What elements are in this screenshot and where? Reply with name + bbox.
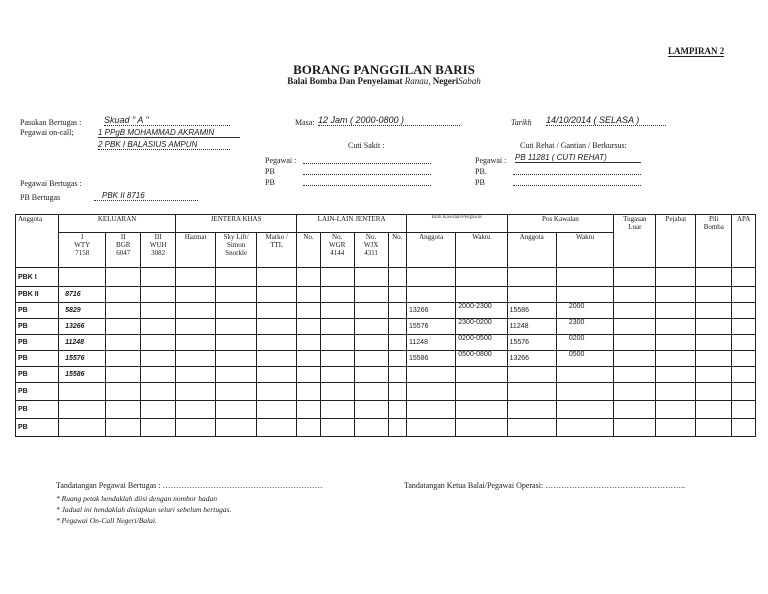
cuti-sakit-label: Cuti Sakit : (348, 141, 385, 150)
row-label: PBK II (16, 287, 59, 303)
header-pos-kawalan: Pos Kawalan (507, 215, 614, 233)
table-row (16, 335, 756, 351)
pb-mid-label-2: PB (265, 178, 275, 187)
cell-empty (320, 383, 354, 401)
cell-empty (257, 401, 297, 419)
cell-empty (297, 351, 321, 367)
cell-empty (297, 319, 321, 335)
pb-right-label-1: PB. (475, 167, 487, 176)
sign-right: Tandatangan Ketua Balai/Pegawai Operasi: …………………………………………….. (404, 481, 686, 490)
table-row (16, 319, 756, 335)
row-label: PB (16, 351, 59, 367)
cell-empty (297, 383, 321, 401)
cell-empty (141, 419, 176, 437)
cell-empty (176, 401, 216, 419)
cell-empty (216, 419, 257, 437)
sub-hazmat: Hazmat (176, 233, 216, 268)
cell-empty (732, 401, 756, 419)
row-label: PB (16, 401, 59, 419)
cell-empty (354, 419, 388, 437)
cell-empty (696, 419, 732, 437)
cell-empty (320, 401, 354, 419)
cell-empty (732, 319, 756, 335)
cell-bilik-waktu (456, 287, 507, 303)
cell-empty (696, 401, 732, 419)
header-pili-bomba: Pili Bomba (696, 215, 732, 268)
header-apa: APA (732, 215, 756, 268)
cell-pos-waktu (556, 367, 613, 383)
cell-empty (320, 335, 354, 351)
cell-pos-anggota: 11248 (507, 319, 556, 335)
form-subtitle (0, 76, 768, 86)
table-row (16, 287, 756, 303)
cell-pos-anggota: 15576 (507, 335, 556, 351)
cell-empty (216, 367, 257, 383)
cell-bilik-waktu (456, 401, 507, 419)
header-pejabat: Pejabat (656, 215, 696, 268)
cell-empty (257, 367, 297, 383)
cell-empty (216, 351, 257, 367)
cell-empty (656, 268, 696, 287)
cell-empty (320, 419, 354, 437)
cell-empty (216, 287, 257, 303)
row-label: PB (16, 303, 59, 319)
cell-empty (656, 287, 696, 303)
cell-empty (354, 287, 388, 303)
cell-bilik-anggota: 13266 (407, 303, 456, 319)
sub-skylift: Sky Lift/ Simon Snorkle (216, 233, 257, 268)
cell-empty (297, 335, 321, 351)
pb-bertugas-value: PBK II 8716 (94, 191, 198, 201)
cell-empty (106, 335, 141, 351)
cell-empty (257, 335, 297, 351)
cell-bilik-waktu (456, 419, 507, 437)
cell-empty (216, 268, 257, 287)
cell-empty (106, 351, 141, 367)
cell-empty (257, 268, 297, 287)
masa-label: Masa: (295, 118, 315, 127)
oncall-label: Pegawai on-call; (20, 128, 74, 137)
pegawai-right-value: PB 11281 ( CUTI REHAT) (515, 153, 641, 163)
cell-pos-anggota (507, 419, 556, 437)
cell-empty (320, 351, 354, 367)
cell-wty (59, 268, 106, 287)
cell-empty (176, 303, 216, 319)
cell-empty (388, 335, 407, 351)
cell-empty (176, 319, 216, 335)
cell-empty (141, 383, 176, 401)
cell-empty (388, 268, 407, 287)
cell-empty (614, 268, 656, 287)
cell-bilik-anggota (407, 401, 456, 419)
cell-empty (354, 401, 388, 419)
cell-empty (696, 367, 732, 383)
cell-empty (216, 383, 257, 401)
cell-empty (732, 383, 756, 401)
cell-wty: 15586 (59, 367, 106, 383)
cell-empty (176, 367, 216, 383)
cell-empty (614, 351, 656, 367)
cell-pos-anggota: 15586 (507, 303, 556, 319)
cell-empty (614, 287, 656, 303)
cell-empty (388, 401, 407, 419)
sub-no-4: No. (388, 233, 407, 268)
cell-empty (388, 303, 407, 319)
sub-no-1: No. (297, 233, 321, 268)
cell-empty (354, 383, 388, 401)
table-row (16, 303, 756, 319)
cuti-rehat-label: Cuti Rehat / Gantian / Berkursus: (520, 141, 627, 150)
cell-empty (388, 367, 407, 383)
cell-empty (354, 335, 388, 351)
cell-empty (106, 303, 141, 319)
cell-empty (320, 367, 354, 383)
oncall-2: 2 PBK I BALASIUS AMPUN (98, 140, 230, 150)
cell-pos-waktu: 0200 (556, 335, 613, 351)
cell-empty (614, 367, 656, 383)
note-3: * Pegawai On-Call Negeri/Balai. (56, 516, 157, 525)
cell-empty (141, 351, 176, 367)
sub-wgr: No. WGR 4144 (320, 233, 354, 268)
pb-mid-line-1 (303, 174, 431, 175)
cell-empty (106, 401, 141, 419)
cell-empty (354, 268, 388, 287)
cell-wty (59, 401, 106, 419)
cell-empty (176, 383, 216, 401)
header-bilik-kawalan: Bilik Kawalan/Pengawas (407, 215, 508, 233)
cell-bilik-waktu (456, 268, 507, 287)
sub-anggota-2: Anggota (507, 233, 556, 268)
sub-waktu-1: Waktu (456, 233, 507, 268)
cell-pos-waktu (556, 419, 613, 437)
pb-mid-line-2 (303, 185, 431, 186)
cell-empty (696, 335, 732, 351)
pasukan-label: Pasukan Bertugas : (20, 118, 82, 127)
lampiran-label: LAMPIRAN 2 (668, 46, 725, 56)
cell-wty: 15576 (59, 351, 106, 367)
cell-bilik-waktu: 0200-0500 (456, 335, 507, 351)
cell-bilik-waktu: 2000-2300 (456, 303, 507, 319)
row-label: PB (16, 335, 59, 351)
cell-empty (614, 319, 656, 335)
cell-empty (732, 419, 756, 437)
cell-empty (696, 351, 732, 367)
note-2: * Jadual ini hendaklah disiapkan seluri sebelum bertugas. (56, 505, 232, 514)
cell-empty (696, 268, 732, 287)
cell-wty (59, 383, 106, 401)
masa-value: 12 Jam ( 2000-0800 ) (318, 115, 460, 126)
tarikh-label: Tarikh (511, 118, 532, 127)
cell-empty (106, 383, 141, 401)
cell-pos-anggota (507, 383, 556, 401)
cell-bilik-waktu (456, 383, 507, 401)
cell-empty (614, 335, 656, 351)
cell-empty (297, 303, 321, 319)
cell-bilik-anggota: 15586 (407, 351, 456, 367)
row-label: PB (16, 383, 59, 401)
cell-empty (320, 303, 354, 319)
cell-empty (176, 268, 216, 287)
cell-bilik-anggota (407, 268, 456, 287)
row-label: PBK I (16, 268, 59, 287)
cell-empty (388, 383, 407, 401)
table-row (16, 383, 756, 401)
table-row (16, 268, 756, 287)
pb-right-line-2 (513, 185, 641, 186)
header-lain-lain: LAIN-LAIN JENTERA (297, 215, 407, 233)
sub-wuh: III WUH 3082 (141, 233, 176, 268)
cell-empty (141, 401, 176, 419)
cell-wty: 8716 (59, 287, 106, 303)
cell-empty (696, 383, 732, 401)
cell-empty (320, 268, 354, 287)
cell-wty: 5829 (59, 303, 106, 319)
cell-bilik-anggota (407, 419, 456, 437)
cell-empty (297, 367, 321, 383)
cell-empty (216, 319, 257, 335)
cell-bilik-anggota: 11248 (407, 335, 456, 351)
sub-wty: I WTY 7158 (59, 233, 106, 268)
cell-empty (257, 303, 297, 319)
cell-empty (176, 419, 216, 437)
cell-empty (257, 319, 297, 335)
cell-empty (388, 319, 407, 335)
header-keluaran: KELUARAN (59, 215, 176, 233)
cell-pos-anggota (507, 268, 556, 287)
cell-pos-waktu (556, 287, 613, 303)
cell-empty (696, 287, 732, 303)
cell-empty (216, 303, 257, 319)
cell-empty (614, 419, 656, 437)
subtitle-ranau: Ranau, (404, 76, 431, 86)
cell-empty (388, 419, 407, 437)
cell-empty (656, 303, 696, 319)
pegawai-mid-label: Pegawai : (265, 156, 297, 165)
cell-empty (141, 303, 176, 319)
row-label: PB (16, 419, 59, 437)
cell-empty (614, 401, 656, 419)
table-row (16, 401, 756, 419)
table-row (16, 367, 756, 383)
cell-bilik-anggota (407, 287, 456, 303)
cell-bilik-anggota (407, 367, 456, 383)
table-body (16, 268, 756, 437)
cell-empty (216, 335, 257, 351)
pb-bertugas-label: PB Bertugas (20, 193, 61, 202)
cell-empty (656, 351, 696, 367)
cell-empty (297, 268, 321, 287)
cell-empty (696, 319, 732, 335)
table-row (16, 419, 756, 437)
cell-empty (297, 419, 321, 437)
cell-empty (257, 419, 297, 437)
sub-anggota-1: Anggota (407, 233, 456, 268)
cell-pos-waktu (556, 268, 613, 287)
cell-empty (732, 287, 756, 303)
cell-pos-waktu: 2300 (556, 319, 613, 335)
form-title: BORANG PANGGILAN BARIS (293, 62, 475, 77)
row-label: PB (16, 367, 59, 383)
cell-empty (320, 287, 354, 303)
cell-empty (656, 335, 696, 351)
cell-empty (106, 367, 141, 383)
sub-wjx: No. WJX 4311 (354, 233, 388, 268)
cell-pos-waktu: 2000 (556, 303, 613, 319)
cell-empty (141, 319, 176, 335)
cell-empty (176, 335, 216, 351)
cell-empty (297, 287, 321, 303)
cell-empty (106, 287, 141, 303)
cell-empty (732, 367, 756, 383)
cell-empty (656, 383, 696, 401)
cell-pos-waktu (556, 401, 613, 419)
cell-empty (732, 351, 756, 367)
cell-bilik-anggota (407, 383, 456, 401)
cell-empty (388, 351, 407, 367)
cell-bilik-waktu: 2300-0200 (456, 319, 507, 335)
cell-empty (257, 383, 297, 401)
oncall-1: 1 PPgB MOHAMMAD AKRAMIN (98, 128, 240, 138)
roster-table (15, 214, 756, 437)
cell-empty (732, 335, 756, 351)
cell-empty (141, 268, 176, 287)
cell-empty (388, 287, 407, 303)
cell-empty (656, 367, 696, 383)
cell-empty (354, 351, 388, 367)
cell-pos-waktu: 0500 (556, 351, 613, 367)
cell-empty (656, 319, 696, 335)
cell-empty (354, 319, 388, 335)
cell-empty (106, 268, 141, 287)
cell-empty (106, 319, 141, 335)
pegawai-right-label: Pegawai : (475, 156, 507, 165)
cell-empty (656, 419, 696, 437)
cell-wty (59, 419, 106, 437)
cell-empty (696, 303, 732, 319)
sub-marko: Marko / TTL (257, 233, 297, 268)
cell-empty (216, 401, 257, 419)
header-tugasan-luar: Tugasan Luar (614, 215, 656, 268)
pb-right-label-2: PB (475, 178, 485, 187)
cell-empty (656, 401, 696, 419)
subtitle-sabah: Sabah (458, 76, 481, 86)
pb-right-line-1 (513, 174, 641, 175)
tarikh-value: 14/10/2014 ( SELASA ) (546, 115, 666, 126)
note-1: * Ruang petak hendaklah diisi dengan nombor badan (56, 494, 218, 503)
cell-empty (320, 319, 354, 335)
cell-pos-anggota (507, 401, 556, 419)
cell-empty (141, 367, 176, 383)
header-jentera-khas: JENTERA KHAS (176, 215, 297, 233)
cell-empty (176, 351, 216, 367)
cell-empty (614, 383, 656, 401)
pasukan-value: Skuad " A " (104, 115, 230, 126)
cell-pos-waktu (556, 383, 613, 401)
cell-empty (141, 335, 176, 351)
pegawai-mid-line (303, 163, 431, 164)
cell-empty (141, 287, 176, 303)
cell-wty: 11248 (59, 335, 106, 351)
table-row (16, 351, 756, 367)
cell-pos-anggota: 13266 (507, 351, 556, 367)
cell-empty (176, 287, 216, 303)
cell-empty (257, 351, 297, 367)
cell-empty (297, 401, 321, 419)
cell-bilik-waktu: 0500-0800 (456, 351, 507, 367)
cell-empty (732, 268, 756, 287)
sub-bgr: II BGR 6047 (106, 233, 141, 268)
cell-empty (732, 303, 756, 319)
cell-bilik-anggota: 15576 (407, 319, 456, 335)
pb-mid-label-1: PB (265, 167, 275, 176)
cell-wty: 13266 (59, 319, 106, 335)
cell-bilik-waktu (456, 367, 507, 383)
cell-pos-anggota (507, 367, 556, 383)
sub-waktu-2: Waktu (556, 233, 613, 268)
cell-empty (257, 287, 297, 303)
header-anggota: Anggota (16, 215, 59, 268)
cell-pos-anggota (507, 287, 556, 303)
pegawai-bertugas-label: Pegawai Bertugas : (20, 179, 82, 188)
subtitle-balai: Balai Bomba Dan Penyelamat (287, 76, 403, 86)
cell-empty (354, 303, 388, 319)
subtitle-negeri: Negeri (432, 76, 459, 86)
sign-left: Tandatangan Pegawai Bertugas : …………………………………………………… (56, 481, 323, 490)
cell-empty (106, 419, 141, 437)
cell-empty (354, 367, 388, 383)
row-label: PB (16, 319, 59, 335)
cell-empty (614, 303, 656, 319)
